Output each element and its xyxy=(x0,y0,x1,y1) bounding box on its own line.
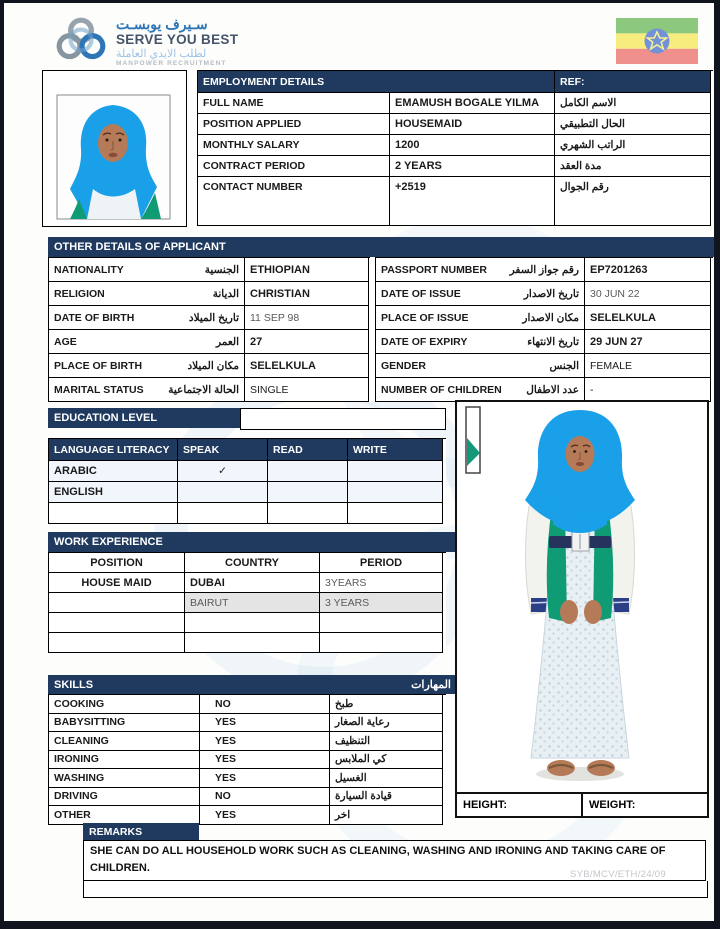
religion-value: CHRISTIAN xyxy=(245,282,369,306)
weight-label: WEIGHT: xyxy=(589,799,636,811)
applicant-full-body-photo xyxy=(455,400,709,794)
speak-cell xyxy=(178,503,268,524)
skill-name: COOKING xyxy=(49,695,200,714)
detail-label: MARITAL STATUS الحالة الاجتماعية xyxy=(49,378,245,402)
marital-status-value: SINGLE xyxy=(245,378,369,402)
period-cell xyxy=(320,613,443,633)
agency-logo xyxy=(54,13,324,71)
gender-value: FEMALE xyxy=(585,354,711,378)
detail-label: RELIGION الديانة xyxy=(49,282,245,306)
skills-table xyxy=(48,694,446,825)
work-experience-header: WORK EXPERIENCE xyxy=(48,532,457,552)
skill-arabic: طبخ xyxy=(330,695,443,714)
applicant-passport-photo xyxy=(42,70,187,227)
read-cell xyxy=(268,503,348,524)
skill-arabic: كي الملابس xyxy=(330,751,443,770)
logo-text xyxy=(116,17,238,67)
date-of-birth-value: 11 SEP 98 xyxy=(245,306,369,330)
detail-label: DATE OF ISSUE تاريخ الاصدار xyxy=(376,282,585,306)
employment-label: MONTHLY SALARY xyxy=(198,135,390,156)
skill-name: BABYSITTING xyxy=(49,714,200,733)
detail-label: NATIONALITY الجنسية xyxy=(49,258,245,282)
height-weight-row xyxy=(455,792,709,818)
skill-value: YES xyxy=(200,769,330,788)
position-col-header: POSITION xyxy=(49,553,185,573)
position-cell xyxy=(49,633,185,653)
monthly-salary-value: 1200 xyxy=(390,135,555,156)
detail-label: DATE OF BIRTH تاريخ الميلاد xyxy=(49,306,245,330)
period-cell xyxy=(320,633,443,653)
employment-arabic: الاسم الكامل xyxy=(555,93,711,114)
height-label: HEIGHT: xyxy=(457,794,583,816)
language-name xyxy=(49,503,178,524)
detail-label: AGE العمر xyxy=(49,330,245,354)
ref-label: REF: xyxy=(555,71,711,93)
skills-header-arabic: المهارات xyxy=(411,679,451,691)
skill-value: NO xyxy=(200,695,330,714)
remarks-text: SHE CAN DO ALL HOUSEHOLD WORK SUCH AS CLEANING, WASHING AND IRONING AND TAKING CARE OF CHILDREN. xyxy=(83,840,706,881)
cv-page xyxy=(4,3,714,921)
employment-label: CONTRACT PERIOD xyxy=(198,156,390,177)
detail-label: PLACE OF BIRTH مكان الميلاد xyxy=(49,354,245,378)
position-applied-value: HOUSEMAID xyxy=(390,114,555,135)
country-cell: DUBAI xyxy=(185,573,320,593)
skills-header-bar xyxy=(48,675,457,694)
place-of-birth-value: SELELKULA xyxy=(245,354,369,378)
passport-number-value: EP7201263 xyxy=(585,258,711,282)
date-of-expiry-value: 29 JUN 27 xyxy=(585,330,711,354)
skill-name: CLEANING xyxy=(49,732,200,751)
education-level-value xyxy=(240,408,446,430)
logo-arabic-subtitle: لطلب الايدي العاملة xyxy=(116,47,207,60)
period-cell: 3 YEARS xyxy=(320,593,443,613)
skill-name: OTHER xyxy=(49,806,200,825)
write-col-header: WRITE xyxy=(348,439,443,461)
detail-label: PLACE OF ISSUE مكان الاصدار xyxy=(376,306,585,330)
skill-value: YES xyxy=(200,732,330,751)
read-col-header: READ xyxy=(268,439,348,461)
employment-details-header: EMPLOYMENT DETAILS xyxy=(198,71,555,93)
contract-period-value: 2 YEARS xyxy=(390,156,555,177)
skill-arabic: اخر xyxy=(330,806,443,825)
country-cell xyxy=(185,613,320,633)
logo-arabic-title: سـيرف يوبسـت xyxy=(116,15,208,32)
employment-label: POSITION APPLIED xyxy=(198,114,390,135)
education-level-header: EDUCATION LEVEL xyxy=(48,408,252,428)
speak-col-header: SPEAK xyxy=(178,439,268,461)
language-literacy-table xyxy=(48,438,446,524)
skill-value: YES xyxy=(200,806,330,825)
country-cell: BAIRUT xyxy=(185,593,320,613)
employment-arabic: الراتب الشهري xyxy=(555,135,711,156)
skill-name: IRONING xyxy=(49,751,200,770)
other-details-header: OTHER DETAILS OF APPLICANT xyxy=(48,237,714,257)
detail-label: GENDER الجنس xyxy=(376,354,585,378)
write-cell xyxy=(348,461,443,482)
employment-details-table xyxy=(197,70,713,226)
skill-value: YES xyxy=(200,714,330,733)
language-name: ARABIC xyxy=(49,461,178,482)
detail-label: PASSPORT NUMBER رقم جواز السفر xyxy=(376,258,585,282)
skill-value: NO xyxy=(200,788,330,807)
skill-value: YES xyxy=(200,751,330,770)
remarks-empty-row xyxy=(83,881,708,898)
position-cell xyxy=(49,613,185,633)
detail-label: DATE OF EXPIRY تاريخ الانتهاء xyxy=(376,330,585,354)
position-cell xyxy=(49,593,185,613)
position-cell: HOUSE MAID xyxy=(49,573,185,593)
detail-label: NUMBER OF CHILDREN عدد الاطفال xyxy=(376,378,585,402)
employment-arabic: الحال التطبيقي xyxy=(555,114,711,135)
contact-number-value: +2519 xyxy=(390,177,555,226)
country-col-header: COUNTRY xyxy=(185,553,320,573)
write-cell xyxy=(348,503,443,524)
ethiopia-flag-icon xyxy=(616,18,698,64)
skill-name: DRIVING xyxy=(49,788,200,807)
employment-label: FULL NAME xyxy=(198,93,390,114)
date-of-issue-value: 30 JUN 22 xyxy=(585,282,711,306)
remarks-header: REMARKS xyxy=(83,823,199,840)
logo-title: SERVE YOU BEST xyxy=(116,32,239,48)
employment-arabic: رقم الجوال xyxy=(555,177,711,226)
place-of-issue-value: SELELKULA xyxy=(585,306,711,330)
write-cell xyxy=(348,482,443,503)
period-col-header: PERIOD xyxy=(320,553,443,573)
skill-arabic: رعاية الصغار xyxy=(330,714,443,733)
logo-subtitle: MANPOWER RECRUITMENT xyxy=(116,59,227,67)
skills-header: SKILLS xyxy=(54,678,94,691)
skill-arabic: التنظيف xyxy=(330,732,443,751)
speak-checkmark: ✓ xyxy=(178,461,268,482)
document-ref-code: SYB/MCV/ETH/24/09 xyxy=(570,869,666,880)
read-cell xyxy=(268,482,348,503)
read-cell xyxy=(268,461,348,482)
age-value: 27 xyxy=(245,330,369,354)
skill-name: WASHING xyxy=(49,769,200,788)
language-col-header: LANGUAGE LITERACY xyxy=(49,439,178,461)
country-cell xyxy=(185,633,320,653)
logo-rings-icon xyxy=(54,14,108,70)
full-name-value: EMAMUSH BOGALE YILMA xyxy=(390,93,555,114)
other-details-left-table xyxy=(48,257,371,402)
nationality-value: ETHIOPIAN xyxy=(245,258,369,282)
period-cell: 3YEARS xyxy=(320,573,443,593)
number-of-children-value: - xyxy=(585,378,711,402)
language-name: ENGLISH xyxy=(49,482,178,503)
work-experience-table xyxy=(48,552,446,653)
skill-arabic: الغسيل xyxy=(330,769,443,788)
other-details-right-table xyxy=(375,257,713,402)
skill-arabic: قيادة السيارة xyxy=(330,788,443,807)
employment-arabic: مدة العقد xyxy=(555,156,711,177)
employment-label: CONTACT NUMBER xyxy=(198,177,390,226)
speak-cell xyxy=(178,482,268,503)
